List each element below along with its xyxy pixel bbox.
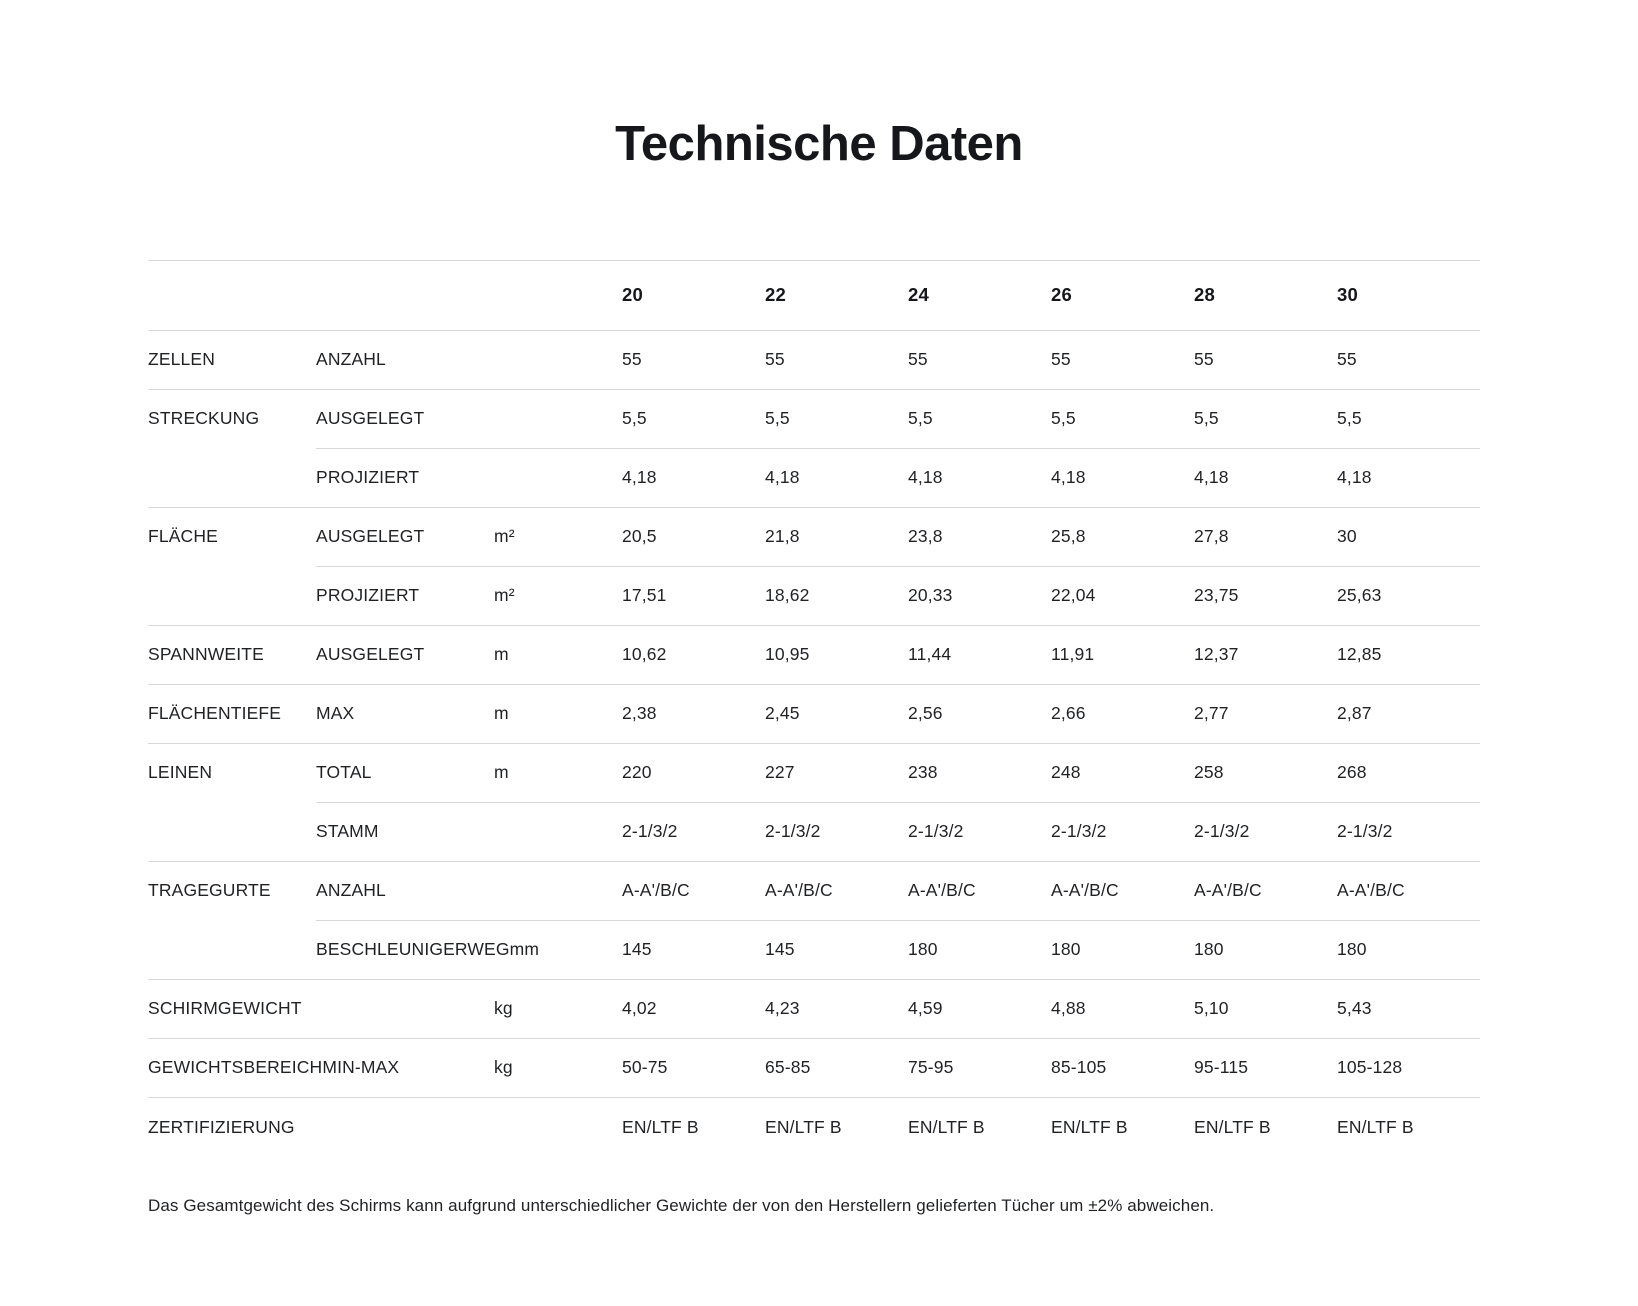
cell-value-text: 25,8 <box>1051 526 1086 547</box>
footnote-text: Das Gesamtgewicht des Schirms kann aufgrund unterschiedlicher Gewichte der von den Herstellern gelieferten Tücher um ±2% abweichen. <box>148 1196 1215 1216</box>
cell-value-text: 227 <box>765 762 795 783</box>
row-sub-label <box>316 743 494 802</box>
cell-value <box>622 684 765 743</box>
cell-value <box>622 743 765 802</box>
row-sub-label <box>316 920 540 979</box>
cell-value <box>1194 979 1337 1038</box>
sub-label-text: ANZAHL <box>316 880 386 901</box>
unit-text: m <box>494 644 509 665</box>
cell-value-text: A-A'/B/C <box>765 880 833 901</box>
cell-value-text: 2,66 <box>1051 703 1086 724</box>
cell-value <box>1337 1097 1480 1156</box>
cell-value-text: 18,62 <box>765 585 810 606</box>
cell-value <box>765 507 908 566</box>
header-size-26: 26 <box>1051 260 1194 330</box>
sub-label-text: TOTAL <box>316 762 372 783</box>
header-blank-unit <box>494 260 622 330</box>
row-sub-label <box>316 389 494 448</box>
group-label-text: FLÄCHENTIEFE <box>148 703 282 724</box>
cell-value <box>622 802 765 861</box>
group-label-text: SPANNWEITE <box>148 644 264 665</box>
cell-value <box>622 920 765 979</box>
row-sub-label <box>316 684 494 743</box>
cell-value-text: 5,5 <box>765 408 790 429</box>
group-label-text: STRECKUNG <box>148 408 260 429</box>
sub-label-text: ANZAHL <box>316 349 386 370</box>
cell-value <box>1194 684 1337 743</box>
cell-value <box>622 625 765 684</box>
cell-value-text: 180 <box>1337 939 1367 960</box>
cell-value-text: 5,10 <box>1194 998 1229 1019</box>
cell-value <box>1337 684 1480 743</box>
header-size-22: 22 <box>765 260 908 330</box>
cell-value <box>1051 979 1194 1038</box>
unit-text: kg <box>494 998 513 1019</box>
row-sub-label <box>316 566 494 625</box>
row-unit <box>494 566 622 625</box>
cell-value-text: 4,18 <box>1051 467 1086 488</box>
cell-value <box>622 448 765 507</box>
cell-value <box>908 507 1051 566</box>
cell-value <box>765 920 908 979</box>
cell-value <box>908 1038 1051 1097</box>
cell-value <box>908 979 1051 1038</box>
row-group-label <box>148 625 316 684</box>
cell-value-text: 4,18 <box>765 467 800 488</box>
cell-value <box>1194 802 1337 861</box>
cell-value-text: 55 <box>908 349 928 370</box>
header-blank-group <box>148 260 316 330</box>
cell-value-text: 55 <box>1337 349 1357 370</box>
sub-label-unit: mm <box>509 939 540 960</box>
table-row <box>148 448 1480 507</box>
table-row <box>148 979 1480 1038</box>
table-row <box>148 743 1480 802</box>
cell-value-text: 5,5 <box>908 408 933 429</box>
sub-label-text: AUSGELEGT <box>316 526 425 547</box>
cell-value-text: 2-1/3/2 <box>1194 821 1250 842</box>
table-row <box>148 389 1480 448</box>
cell-value-text: 2-1/3/2 <box>908 821 964 842</box>
cell-value-text: 20,33 <box>908 585 953 606</box>
cell-value-text: A-A'/B/C <box>622 880 690 901</box>
unit-text: kg <box>494 1057 513 1078</box>
row-group-label <box>148 979 316 1038</box>
cell-value-text: 21,8 <box>765 526 800 547</box>
row-group-label <box>148 389 316 448</box>
sub-label-text: AUSGELEGT <box>316 408 425 429</box>
cell-value <box>908 743 1051 802</box>
cell-value-text: 2-1/3/2 <box>1337 821 1393 842</box>
row-unit <box>494 802 622 861</box>
row-group-label <box>148 802 316 861</box>
row-unit <box>494 979 622 1038</box>
cell-value <box>908 861 1051 920</box>
cell-value-text: 4,18 <box>622 467 657 488</box>
sub-label-text: AUSGELEGT <box>316 644 425 665</box>
cell-value <box>622 861 765 920</box>
cell-value-text: 20,5 <box>622 526 657 547</box>
cell-value-text: 75-95 <box>908 1057 954 1078</box>
cell-value <box>1194 389 1337 448</box>
cell-value <box>622 979 765 1038</box>
sub-label-text: STAMM <box>316 821 379 842</box>
cell-value-text: 23,75 <box>1194 585 1239 606</box>
row-group-label <box>148 743 316 802</box>
cell-value <box>1194 330 1337 389</box>
cell-value-text: 4,59 <box>908 998 943 1019</box>
cell-value <box>765 1097 908 1156</box>
header-size-24: 24 <box>908 260 1051 330</box>
row-group-label <box>148 448 316 507</box>
cell-value-text: 25,63 <box>1337 585 1382 606</box>
row-unit <box>494 684 622 743</box>
cell-value <box>908 1097 1051 1156</box>
cell-value-text: 55 <box>622 349 642 370</box>
cell-value-text: 105-128 <box>1337 1057 1403 1078</box>
cell-value-text: A-A'/B/C <box>1194 880 1262 901</box>
cell-value <box>908 625 1051 684</box>
cell-value <box>1051 684 1194 743</box>
table-row <box>148 684 1480 743</box>
cell-value-text: 95-115 <box>1194 1057 1249 1078</box>
group-label-text: ZERTIFIZIERUNG <box>148 1116 295 1137</box>
sub-label-text: PROJIZIERT <box>316 585 420 606</box>
cell-value-text: 4,18 <box>908 467 943 488</box>
row-group-label <box>148 861 316 920</box>
row-sub-label <box>316 1097 494 1156</box>
cell-value <box>1194 920 1337 979</box>
row-unit <box>494 1038 622 1097</box>
row-unit <box>494 448 622 507</box>
cell-value <box>1194 743 1337 802</box>
cell-value-text: A-A'/B/C <box>1051 880 1119 901</box>
cell-value <box>1337 389 1480 448</box>
cell-value-text: 2,87 <box>1337 703 1372 724</box>
cell-value <box>908 389 1051 448</box>
row-unit <box>494 743 622 802</box>
cell-value <box>908 566 1051 625</box>
cell-value <box>1051 743 1194 802</box>
cell-value <box>765 684 908 743</box>
table-row <box>148 625 1480 684</box>
spec-table-container <box>119 172 1519 1157</box>
sub-label-text: BESCHLEUNIGERWEG <box>316 939 510 960</box>
cell-value-text: 238 <box>908 762 938 783</box>
cell-value <box>908 684 1051 743</box>
cell-value-text: A-A'/B/C <box>1337 880 1405 901</box>
cell-value <box>1337 920 1480 979</box>
cell-value-text: 2,45 <box>765 703 800 724</box>
row-group-label <box>148 920 316 979</box>
row-sub-label <box>316 625 494 684</box>
group-label-suffix: MIN-MAX <box>322 1057 400 1078</box>
cell-value <box>622 1097 765 1156</box>
cell-value <box>1051 625 1194 684</box>
cell-value-text: 5,5 <box>1337 408 1362 429</box>
cell-value-text: A-A'/B/C <box>908 880 976 901</box>
cell-value-text: 4,23 <box>765 998 800 1019</box>
cell-value-text: 55 <box>1194 349 1214 370</box>
cell-value-text: 268 <box>1337 762 1367 783</box>
cell-value-text: EN/LTF B <box>1337 1116 1414 1137</box>
header-row <box>148 260 1480 330</box>
cell-value-text: 50-75 <box>622 1057 668 1078</box>
cell-value-text: 11,91 <box>1051 644 1095 665</box>
cell-value <box>908 920 1051 979</box>
cell-value <box>765 389 908 448</box>
cell-value-text: 22,04 <box>1051 585 1096 606</box>
cell-value-text: 23,8 <box>908 526 943 547</box>
cell-value <box>1337 802 1480 861</box>
cell-value <box>765 625 908 684</box>
cell-value-text: 10,95 <box>765 644 810 665</box>
table-row <box>148 920 1480 979</box>
cell-value-text: 2-1/3/2 <box>622 821 678 842</box>
cell-value <box>1337 979 1480 1038</box>
row-group-label <box>148 330 316 389</box>
cell-value <box>1051 389 1194 448</box>
cell-value <box>1051 330 1194 389</box>
table-row <box>148 1038 1480 1097</box>
cell-value-text: 4,88 <box>1051 998 1086 1019</box>
cell-value <box>622 389 765 448</box>
group-label-text: SCHIRMGEWICHT <box>148 998 302 1019</box>
cell-value-text: 12,37 <box>1194 644 1239 665</box>
row-group-label <box>148 507 316 566</box>
cell-value-text: 55 <box>1051 349 1071 370</box>
cell-value <box>1194 1038 1337 1097</box>
cell-value-text: 85-105 <box>1051 1057 1107 1078</box>
cell-value-text: 180 <box>1051 939 1081 960</box>
row-sub-label <box>316 802 494 861</box>
cell-value-text: 30 <box>1337 526 1357 547</box>
header-size-28: 28 <box>1194 260 1337 330</box>
cell-value-text: 12,85 <box>1337 644 1382 665</box>
sub-label-text: PROJIZIERT <box>316 467 420 488</box>
row-unit <box>494 861 622 920</box>
group-label-text: ZELLEN <box>148 349 216 370</box>
cell-value <box>1337 1038 1480 1097</box>
table-row <box>148 1097 1480 1156</box>
table-row <box>148 330 1480 389</box>
cell-value <box>908 448 1051 507</box>
cell-value-text: 17,51 <box>622 585 667 606</box>
row-group-label <box>148 684 316 743</box>
cell-value-text: 220 <box>622 762 652 783</box>
cell-value <box>765 979 908 1038</box>
cell-value-text: 65-85 <box>765 1057 811 1078</box>
row-unit <box>494 625 622 684</box>
header-size-20: 20 <box>622 260 765 330</box>
cell-value <box>765 1038 908 1097</box>
cell-value <box>765 566 908 625</box>
cell-value <box>1051 1038 1194 1097</box>
row-unit <box>494 507 622 566</box>
group-label-text: TRAGEGURTE <box>148 880 271 901</box>
table-row <box>148 861 1480 920</box>
cell-value <box>1337 507 1480 566</box>
group-label-text: GEWICHTSBEREICH <box>148 1057 323 1078</box>
cell-value-text: 145 <box>622 939 652 960</box>
cell-value <box>1051 920 1194 979</box>
cell-value <box>765 861 908 920</box>
cell-value <box>1051 802 1194 861</box>
row-group-label <box>148 1097 316 1156</box>
cell-value-text: 2-1/3/2 <box>765 821 821 842</box>
group-label-text: FLÄCHE <box>148 526 218 547</box>
cell-value <box>765 330 908 389</box>
row-group-label <box>148 1038 400 1097</box>
cell-value-text: 248 <box>1051 762 1081 783</box>
table-row <box>148 507 1480 566</box>
header-size-30: 30 <box>1337 260 1480 330</box>
cell-value <box>1337 743 1480 802</box>
cell-value-text: 10,62 <box>622 644 667 665</box>
table-row <box>148 566 1480 625</box>
cell-value <box>1051 566 1194 625</box>
cell-value-text: 11,44 <box>908 644 952 665</box>
row-sub-label <box>316 861 494 920</box>
unit-text: m² <box>494 526 515 547</box>
cell-value <box>1337 566 1480 625</box>
table-header <box>148 260 1480 330</box>
row-sub-label <box>316 330 494 389</box>
cell-value-text: 180 <box>1194 939 1224 960</box>
cell-value-text: 4,18 <box>1194 467 1229 488</box>
cell-value-text: 145 <box>765 939 795 960</box>
cell-value-text: 180 <box>908 939 938 960</box>
cell-value <box>1051 507 1194 566</box>
row-unit <box>494 330 622 389</box>
cell-value-text: 5,5 <box>1194 408 1219 429</box>
cell-value <box>622 330 765 389</box>
cell-value-text: 2,77 <box>1194 703 1229 724</box>
cell-value-text: 5,43 <box>1337 998 1372 1019</box>
unit-text: m² <box>494 585 515 606</box>
cell-value-text: EN/LTF B <box>1051 1116 1128 1137</box>
cell-value <box>1194 566 1337 625</box>
cell-value <box>1194 507 1337 566</box>
row-unit <box>494 1097 622 1156</box>
cell-value <box>1051 861 1194 920</box>
cell-value <box>1051 1097 1194 1156</box>
cell-value <box>908 330 1051 389</box>
cell-value <box>1337 625 1480 684</box>
row-sub-label <box>316 979 494 1038</box>
cell-value-text: 258 <box>1194 762 1224 783</box>
cell-value <box>1337 861 1480 920</box>
cell-value <box>1337 330 1480 389</box>
header-blank-sub <box>316 260 494 330</box>
cell-value <box>1051 448 1194 507</box>
cell-value-text: 4,02 <box>622 998 657 1019</box>
cell-value-text: EN/LTF B <box>908 1116 985 1137</box>
cell-value <box>1337 448 1480 507</box>
page-title: Technische Daten <box>615 117 1023 171</box>
cell-value-text: EN/LTF B <box>1194 1116 1271 1137</box>
cell-value <box>1194 861 1337 920</box>
cell-value <box>1194 625 1337 684</box>
cell-value <box>765 743 908 802</box>
cell-value-text: 2,38 <box>622 703 657 724</box>
cell-value-text: 2,56 <box>908 703 943 724</box>
cell-value-text: 2-1/3/2 <box>1051 821 1107 842</box>
cell-value-text: EN/LTF B <box>622 1116 699 1137</box>
cell-value-text: 4,18 <box>1337 467 1372 488</box>
cell-value-text: 5,5 <box>1051 408 1076 429</box>
cell-value <box>1194 448 1337 507</box>
row-unit <box>494 389 622 448</box>
cell-value-text: 27,8 <box>1194 526 1229 547</box>
cell-value <box>908 802 1051 861</box>
cell-value-text: EN/LTF B <box>765 1116 842 1137</box>
unit-text: m <box>494 762 509 783</box>
unit-text: m <box>494 703 509 724</box>
cell-value-text: 55 <box>765 349 785 370</box>
cell-value-text: 5,5 <box>622 408 647 429</box>
sub-label-text: MAX <box>316 703 355 724</box>
cell-value <box>622 507 765 566</box>
technical-data-table <box>148 260 1480 1157</box>
cell-value <box>622 1038 765 1097</box>
row-group-label <box>148 566 316 625</box>
row-sub-label <box>316 448 494 507</box>
table-body <box>148 330 1480 1156</box>
cell-value <box>765 802 908 861</box>
cell-value <box>1194 1097 1337 1156</box>
group-label-text: LEINEN <box>148 762 213 783</box>
table-row <box>148 802 1480 861</box>
cell-value <box>622 566 765 625</box>
row-sub-label <box>316 507 494 566</box>
cell-value <box>765 448 908 507</box>
